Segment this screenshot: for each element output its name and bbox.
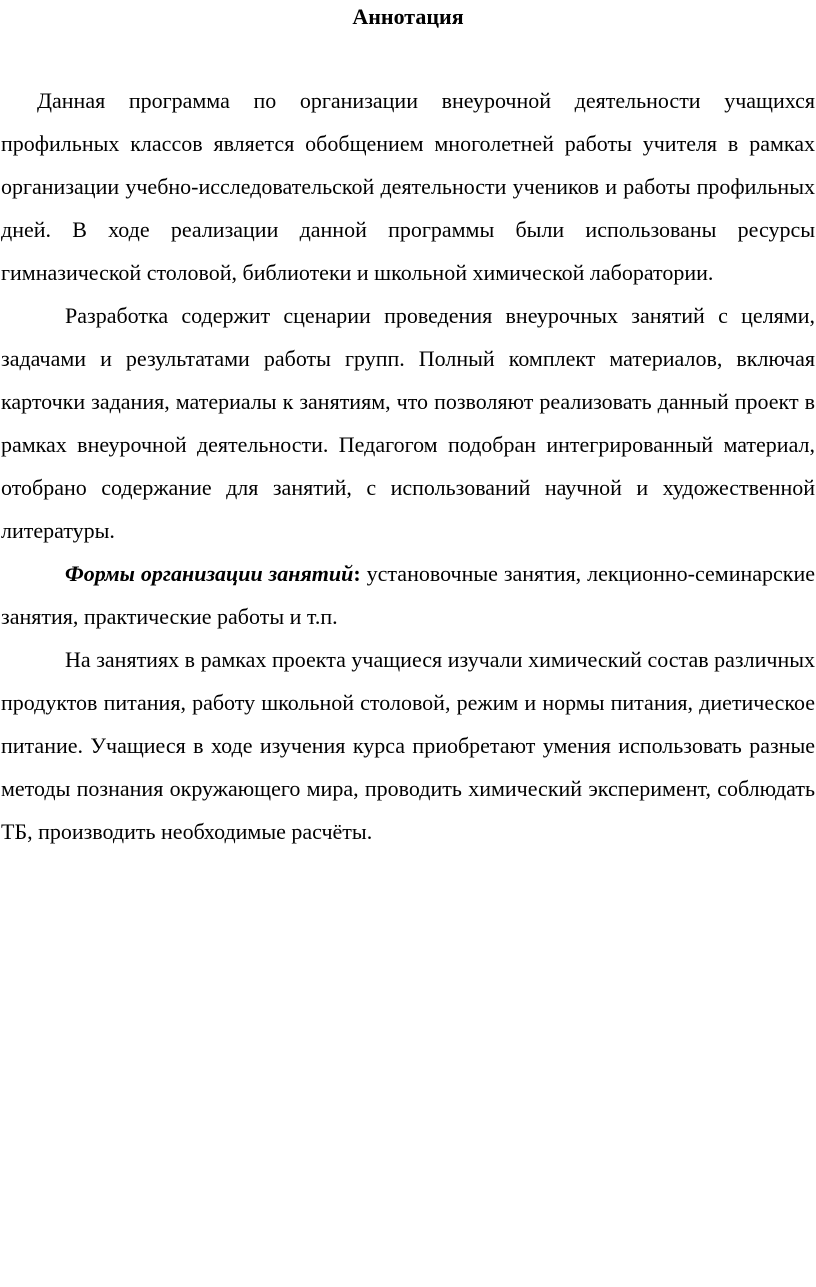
forms-label: Формы организации занятий <box>65 561 354 586</box>
paragraph-forms <box>1 552 815 638</box>
page-title: Аннотация <box>352 4 464 29</box>
forms-colon: : <box>353 561 361 586</box>
paragraph-lessons: На занятиях в рамках проекта учащиеся изучали химический состав различных продуктов питания, работу школьной столовой, режим и нормы питания, диетическое питание. Учащиеся в ходе изучения курса приобретают умения использовать разные методы познания окружающего мира, проводить химический эксперимент, соблюдать ТБ, производить необходимые расчёты. <box>1 647 815 844</box>
paragraph-intro: Данная программа по организации внеурочной деятельности учащихся профильных классов является обобщением многолетней работы учителя в рамках организации учебно-исследовательской деятельности учеников и работы профильных дней. В ходе реализации данной программы были использованы ресурсы гимназической столовой, библиотеки и школьной химической лаборатории. <box>1 88 815 285</box>
paragraph-development: Разработка содержит сценарии проведения внеурочных занятий с целями, задачами и результатами работы групп. Полный комплект материалов, включая карточки задания, материалы к занятиям, что позволяют реализовать данный проект в рамках внеурочной деятельности. Педагогом подобран интегрированный материал, отобрано содержание для занятий, с использований научной и художественной литературы. <box>1 303 815 543</box>
forms-text: установочные занятия, лекционно-семинарские занятия, практические работы и т.п. <box>1 561 815 629</box>
